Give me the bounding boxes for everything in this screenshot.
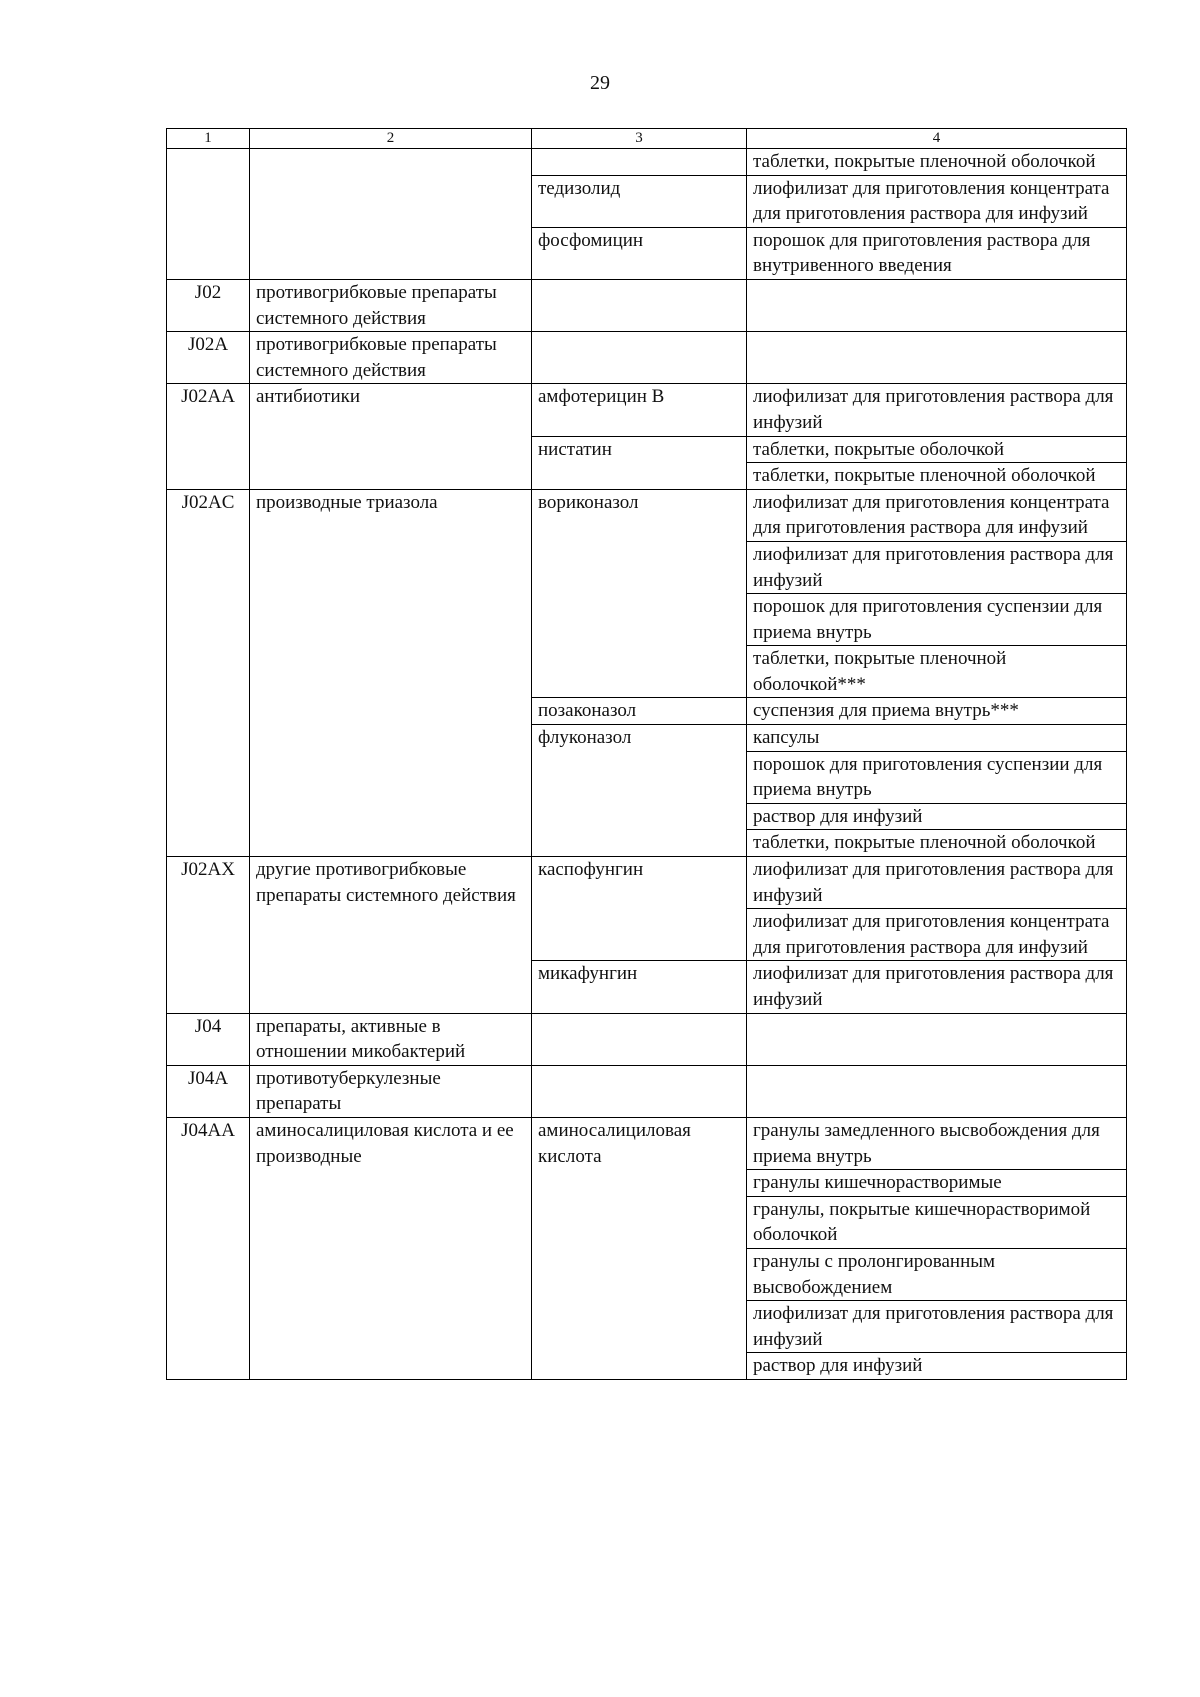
atc-code: J04AA — [167, 1117, 250, 1379]
anatomical-group: противотуберкулезные препараты — [250, 1065, 532, 1117]
dosage-form: таблетки, покрытые пленочной оболочкой*** — [747, 646, 1127, 698]
table-row — [167, 384, 1127, 436]
dosage-form: лиофилизат для приготовления раствора для инфузий — [747, 961, 1127, 1013]
drug-name — [532, 279, 747, 331]
anatomical-group: другие противогрибковые препараты системного действия — [250, 857, 532, 1014]
dosage-form: лиофилизат для приготовления концентрата для приготовления раствора для инфузий — [747, 909, 1127, 961]
anatomical-group: аминосалициловая кислота и ее производные — [250, 1117, 532, 1379]
dosage-form: лиофилизат для приготовления раствора для инфузий — [747, 857, 1127, 909]
table-row — [167, 332, 1127, 384]
dosage-form: порошок для приготовления суспензии для приема внутрь — [747, 594, 1127, 646]
dosage-form: лиофилизат для приготовления концентрата для приготовления раствора для инфузий — [747, 175, 1127, 227]
drug-name: каспофунгин — [532, 857, 747, 961]
dosage-form: таблетки, покрытые оболочкой — [747, 436, 1127, 463]
atc-code: J02AX — [167, 857, 250, 1014]
drug-name: позаконазол — [532, 698, 747, 725]
drug-name: нистатин — [532, 436, 747, 489]
atc-code: J02AA — [167, 384, 250, 489]
dosage-form: таблетки, покрытые пленочной оболочкой — [747, 463, 1127, 490]
dosage-form: лиофилизат для приготовления концентрата для приготовления раствора для инфузий — [747, 489, 1127, 541]
anatomical-group: противогрибковые препараты системного действия — [250, 279, 532, 331]
table-row — [167, 1117, 1127, 1169]
atc-code: J02AC — [167, 489, 250, 856]
dosage-form: раствор для инфузий — [747, 1353, 1127, 1380]
drug-name: аминосалициловая кислота — [532, 1117, 747, 1379]
anatomical-group — [250, 149, 532, 280]
page-number: 29 — [590, 72, 610, 94]
drug-name — [532, 1065, 747, 1117]
table-row — [167, 1065, 1127, 1117]
column-number-1: 1 — [167, 129, 250, 149]
atc-code: J04 — [167, 1013, 250, 1065]
dosage-form: раствор для инфузий — [747, 803, 1127, 830]
dosage-form: таблетки, покрытые пленочной оболочкой — [747, 830, 1127, 857]
table-header-row — [167, 129, 1127, 149]
drug-name — [532, 332, 747, 384]
dosage-form: капсулы — [747, 725, 1127, 752]
anatomical-group: антибиотики — [250, 384, 532, 489]
anatomical-group: противогрибковые препараты системного действия — [250, 332, 532, 384]
drug-name: тедизолид — [532, 175, 747, 227]
table-row — [167, 489, 1127, 541]
drug-name: фосфомицин — [532, 227, 747, 279]
medicines-table — [166, 128, 1127, 1380]
dosage-form — [747, 1013, 1127, 1065]
anatomical-group: производные триазола — [250, 489, 532, 856]
table-row — [167, 279, 1127, 331]
dosage-form: гранулы, покрытые кишечнорастворимой оболочкой — [747, 1196, 1127, 1248]
column-number-4: 4 — [747, 129, 1127, 149]
atc-code: J02A — [167, 332, 250, 384]
dosage-form: порошок для приготовления раствора для внутривенного введения — [747, 227, 1127, 279]
dosage-form: гранулы замедленного высвобождения для приема внутрь — [747, 1117, 1127, 1169]
dosage-form — [747, 1065, 1127, 1117]
dosage-form: гранулы кишечнорастворимые — [747, 1170, 1127, 1197]
table-row — [167, 857, 1127, 909]
column-number-2: 2 — [250, 129, 532, 149]
column-number-3: 3 — [532, 129, 747, 149]
dosage-form: таблетки, покрытые пленочной оболочкой — [747, 149, 1127, 176]
drug-name: амфотерицин В — [532, 384, 747, 436]
atc-code: J02 — [167, 279, 250, 331]
dosage-form: лиофилизат для приготовления раствора для инфузий — [747, 1301, 1127, 1353]
drug-name: флуконазол — [532, 725, 747, 857]
dosage-form: гранулы с пролонгированным высвобождением — [747, 1248, 1127, 1300]
dosage-form: суспензия для приема внутрь*** — [747, 698, 1127, 725]
anatomical-group: препараты, активные в отношении микобактерий — [250, 1013, 532, 1065]
table-row — [167, 1013, 1127, 1065]
drug-name — [532, 1013, 747, 1065]
atc-code — [167, 149, 250, 280]
drug-name — [532, 149, 747, 176]
dosage-form: лиофилизат для приготовления раствора для инфузий — [747, 384, 1127, 436]
drug-name: микафунгин — [532, 961, 747, 1013]
table-row — [167, 149, 1127, 176]
drug-name: вориконазол — [532, 489, 747, 698]
atc-code: J04A — [167, 1065, 250, 1117]
dosage-form — [747, 279, 1127, 331]
dosage-form — [747, 332, 1127, 384]
dosage-form: лиофилизат для приготовления раствора для инфузий — [747, 541, 1127, 593]
dosage-form: порошок для приготовления суспензии для приема внутрь — [747, 751, 1127, 803]
